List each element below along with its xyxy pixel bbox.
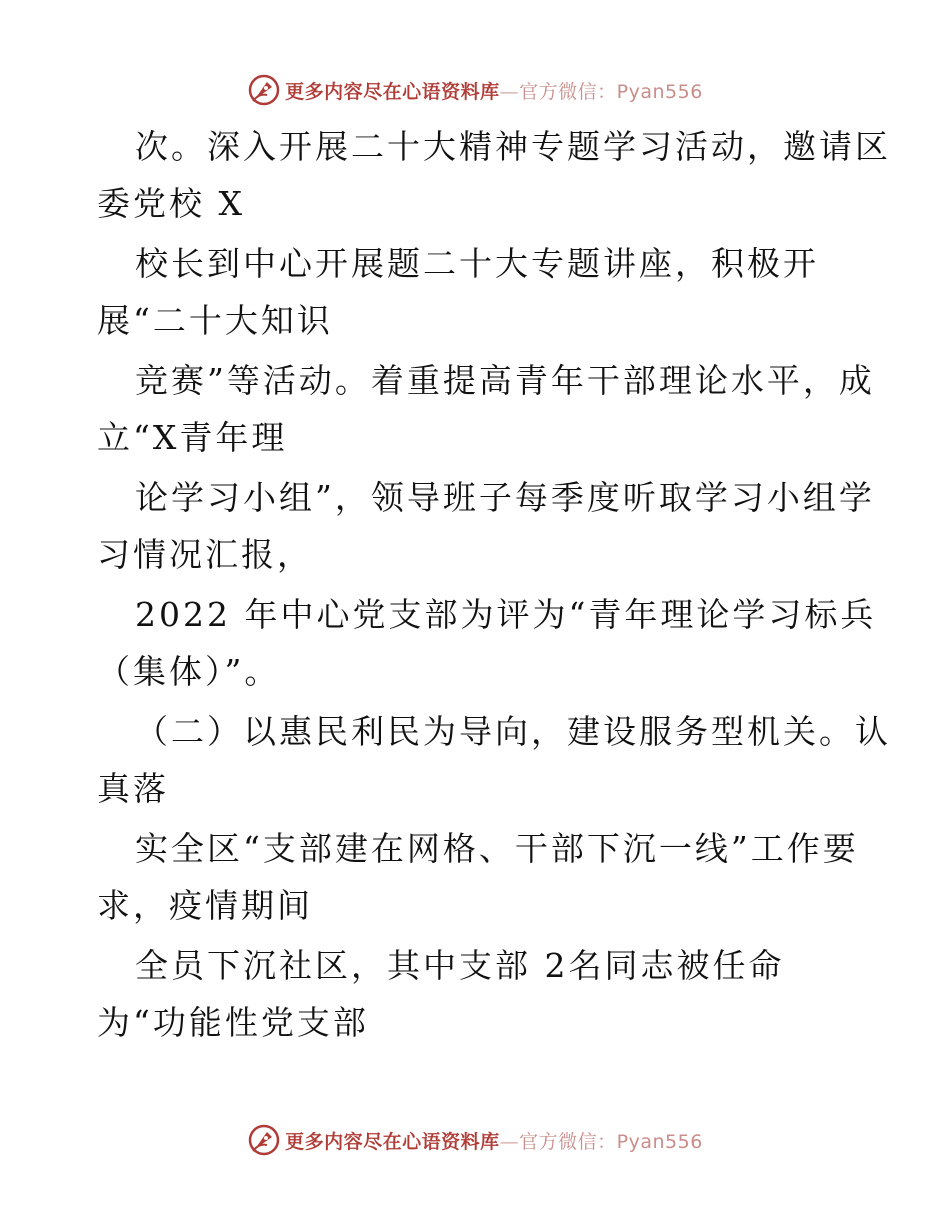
body-line: 全员下沉社区，其中支部 2名同志被任命: [135, 946, 785, 985]
body-line: 次。深入开展二十大精神专题学习活动，邀请区: [135, 127, 891, 166]
body-line: 立“X青年理: [97, 418, 288, 457]
header-banner-text: [285, 77, 703, 104]
pen-nib-logo-icon: [247, 73, 281, 107]
body-line: 习情况汇报，: [97, 535, 313, 574]
header-banner-inner: [247, 73, 703, 107]
body-line: 委党校 X: [97, 184, 245, 223]
footer-brand-text: 更多内容尽在心语资料库: [285, 1130, 500, 1153]
footer-banner-text: [285, 1127, 703, 1154]
body-line: 论学习小组”，领导班子每季度听取学习小组学: [135, 478, 875, 517]
header-brand-text: 更多内容尽在心语资料库: [285, 80, 500, 103]
body-line: 实全区“支部建在网格、干部下沉一线”工作要: [135, 829, 859, 868]
body-line: （集体）”。: [97, 652, 281, 691]
footer-banner-inner: [247, 1123, 703, 1157]
body-line: 真落: [97, 769, 169, 808]
header-wechat-text: 官方微信：Pyan556: [519, 80, 703, 103]
body-line: （二）以惠民利民为导向，建设服务型机关。认: [135, 712, 891, 751]
header-separator: —: [499, 80, 520, 103]
footer-banner: [0, 1120, 950, 1160]
body-line: 展“二十大知识: [97, 301, 333, 340]
body-line: 求，疫情期间: [97, 886, 313, 925]
footer-separator: —: [499, 1130, 520, 1153]
body-line: 校长到中心开展题二十大专题讲座，积极开: [135, 244, 819, 283]
body-line: 为“功能性党支部: [97, 1003, 369, 1042]
pen-nib-logo-icon: [247, 1123, 281, 1157]
body-line: 竞赛”等活动。着重提高青年干部理论水平，成: [135, 361, 875, 400]
footer-wechat-text: 官方微信：Pyan556: [519, 1130, 703, 1153]
body-line: 2022 年中心党支部为评为“青年理论学习标兵: [135, 595, 877, 634]
header-banner: [0, 70, 950, 110]
